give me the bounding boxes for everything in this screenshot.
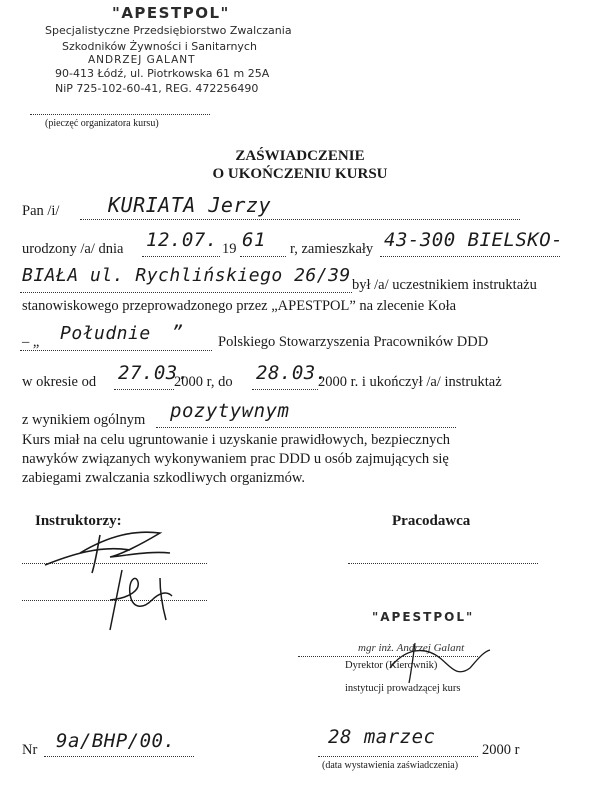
nr-dotted: [44, 756, 194, 757]
stamp-company: "APESTPOL": [112, 4, 230, 22]
date-from-suffix: 2000 r, do: [174, 374, 233, 390]
pan-label: Pan /i/: [22, 203, 60, 219]
date-to: 28.03.: [256, 362, 328, 384]
circle-name: Południe: [60, 323, 151, 344]
circle-dotted: [20, 350, 212, 351]
address-line-1: 43-300 BIELSKO-: [384, 229, 564, 251]
bottom-stamp-name: mgr inż. Andrzej Galant: [358, 642, 465, 654]
person-name: KURIATA Jerzy: [108, 193, 272, 217]
stamp-line-4: 90-413 Łódź, ul. Piotrkowska 61 m 25A: [55, 67, 270, 80]
employer-label: Pracodawca: [392, 513, 471, 529]
circle-prefix: – „: [22, 334, 40, 350]
year-prefix: 19: [222, 241, 237, 257]
purpose-line-2: nawyków związanych wykonywaniem prac DDD u osób zajmujących się: [22, 451, 449, 467]
born-date: 12.07.: [146, 229, 218, 251]
employer-dotted: [348, 563, 538, 564]
stamp-line-1: Specjalistyczne Przedsiębiorstwo Zwalczania: [45, 24, 292, 37]
instructors-label: Instruktorzy:: [35, 513, 122, 529]
address-line-2: BIAŁA ul. Rychlińskiego 26/39: [22, 265, 351, 286]
instructor-2-signature: [100, 560, 220, 640]
address-dotted-1: [380, 256, 560, 257]
born-label: urodzony /a/ dnia: [22, 241, 124, 257]
bottom-stamp-caption: instytucji prowadzącej kurs: [345, 683, 461, 694]
bottom-stamp-role: Dyrektor (Kierownik): [345, 660, 438, 671]
born-date-dotted: [142, 256, 220, 257]
stamp-line-2: Szkodników Żywności i Sanitarnych: [62, 40, 257, 53]
year-dotted: [240, 256, 286, 257]
date-to-suffix: 2000 r. i ukończył /a/ instruktaż: [318, 374, 502, 390]
course-description: stanowiskowego przeprowadzonego przez „APESTPOL” na zlecenie Koła: [22, 298, 457, 314]
result-value: pozytywnym: [170, 400, 290, 422]
address-dotted-2: [20, 292, 352, 293]
result-label: z wynikiem ogólnym: [22, 412, 146, 428]
purpose-line-1: Kurs miał na celu ugruntowanie i uzyskanie prawidłowych, bezpiecznych: [22, 432, 451, 448]
page-title: ZAŚWIADCZENIE: [235, 148, 365, 164]
stamp-line-3: ANDRZEJ GALANT: [88, 54, 196, 66]
period-label: w okresie od: [22, 374, 97, 390]
stamp-line-5: NiP 725-102-60-41, REG. 472256490: [55, 82, 259, 95]
page-subtitle: O UKOŃCZENIU KURSU: [212, 166, 388, 182]
year-suffix: 61: [242, 229, 266, 251]
date-to-dotted: [252, 389, 318, 390]
stamp-dotted-line: [30, 114, 210, 115]
date-from-dotted: [114, 389, 174, 390]
issue-date: 28 marzec: [328, 726, 436, 748]
issue-date-dotted: [318, 756, 478, 757]
issue-date-caption: (data wystawienia zaświadczenia): [322, 760, 459, 771]
association-name: Polskiego Stowarzyszenia Pracowników DDD: [218, 334, 489, 350]
date-from: 27.03.: [118, 362, 190, 384]
certificate-number: 9a/BHP/00.: [56, 730, 176, 752]
name-dotted-line: [80, 219, 520, 220]
resides-label: r, zamieszkały: [290, 241, 374, 257]
circle-suffix: ”: [172, 322, 184, 343]
nr-label: Nr: [22, 742, 38, 758]
participant-text: był /a/ uczestnikiem instruktażu: [352, 277, 537, 293]
bottom-stamp-company: "APESTPOL": [372, 610, 475, 624]
director-signature: [385, 638, 495, 688]
issue-year: 2000 r: [482, 742, 520, 758]
purpose-line-3: zabiegami zwalczania szkodliwych organizmów.: [22, 470, 306, 486]
result-dotted: [156, 427, 456, 428]
stamp-caption: (pieczęć organizatora kursu): [45, 118, 159, 129]
